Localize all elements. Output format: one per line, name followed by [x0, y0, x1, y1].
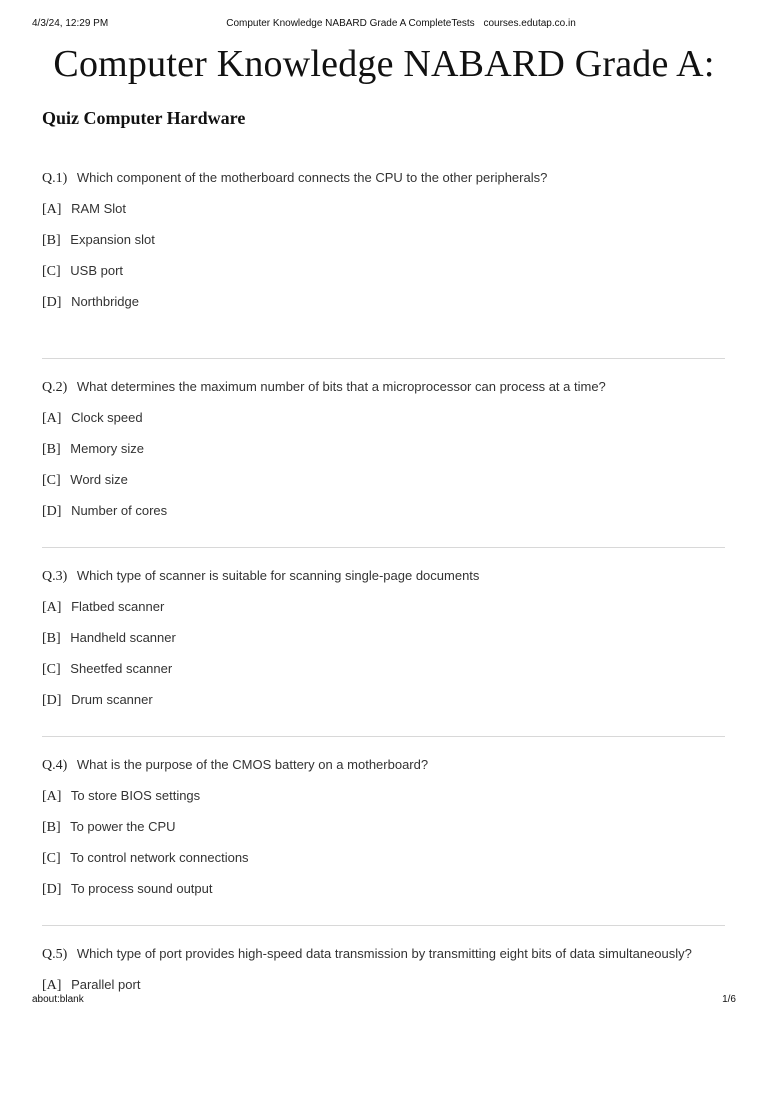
option-letter: [A] [42, 411, 62, 426]
option-a[interactable] [42, 599, 725, 630]
print-site: courses.edutap.co.in [483, 18, 576, 29]
option-letter: [D] [42, 693, 62, 708]
print-header [32, 18, 736, 32]
question-block-2 [42, 358, 725, 547]
option-letter: [A] [42, 600, 62, 615]
option-text: RAM Slot [71, 201, 126, 216]
option-text: To store BIOS settings [70, 788, 201, 803]
question-text: What determines the maximum number of bits that a microprocessor can process at a time? [76, 379, 606, 394]
option-text: Northbridge [71, 294, 139, 309]
question-number: Q.2) [42, 380, 68, 395]
question-block-1 [42, 170, 725, 358]
option-text: To power the CPU [70, 819, 176, 834]
option-text: To process sound output [70, 881, 213, 896]
option-text: Handheld scanner [70, 630, 176, 645]
option-text: Word size [70, 472, 128, 487]
option-letter: [C] [42, 264, 61, 279]
question-line [42, 170, 725, 201]
option-c[interactable] [42, 850, 725, 881]
print-footer [32, 994, 736, 1006]
question-list [42, 170, 725, 1114]
option-letter: [C] [42, 662, 61, 677]
print-doc-title-text: Computer Knowledge NABARD Grade A CompleteTests [226, 18, 475, 29]
option-b[interactable] [42, 441, 725, 472]
question-number: Q.5) [42, 947, 68, 962]
option-c[interactable] [42, 263, 725, 294]
option-letter: [D] [42, 295, 62, 310]
option-text: USB port [70, 263, 124, 278]
option-letter: [A] [42, 978, 62, 993]
option-b[interactable] [42, 232, 725, 263]
option-a[interactable] [42, 410, 725, 441]
option-letter: [B] [42, 820, 61, 835]
question-line [42, 379, 725, 410]
option-text: Memory size [70, 441, 144, 456]
option-a[interactable] [42, 201, 725, 232]
option-d[interactable] [42, 294, 725, 325]
option-text: Drum scanner [71, 692, 153, 707]
option-text: Sheetfed scanner [70, 661, 173, 676]
option-text: Parallel port [71, 977, 141, 992]
page-number: 1/6 [722, 994, 736, 1005]
question-number: Q.4) [42, 758, 68, 773]
option-letter: [A] [42, 789, 62, 804]
option-d[interactable] [42, 881, 725, 912]
question-block-4 [42, 736, 725, 925]
option-c[interactable] [42, 472, 725, 503]
print-url: about:blank [32, 994, 84, 1005]
question-text: Which component of the motherboard connects the CPU to the other peripherals? [76, 170, 548, 185]
option-letter: [D] [42, 882, 62, 897]
page-title: Computer Knowledge NABARD Grade A: [53, 43, 715, 85]
option-d[interactable] [42, 692, 725, 723]
option-letter: [A] [42, 202, 62, 217]
question-number: Q.3) [42, 569, 68, 584]
option-a[interactable] [42, 788, 725, 819]
question-line [42, 757, 725, 788]
option-d[interactable] [42, 503, 725, 534]
question-text: Which type of scanner is suitable for scanning single-page documents [76, 568, 480, 583]
option-text: To control network connections [70, 850, 249, 865]
option-text: Flatbed scanner [71, 599, 165, 614]
print-datetime: 4/3/24, 12:29 PM [32, 18, 109, 29]
question-text: What is the purpose of the CMOS battery on a motherboard? [76, 757, 429, 772]
option-b[interactable] [42, 819, 725, 850]
question-number: Q.1) [42, 171, 68, 186]
quiz-title: Quiz Computer Hardware [42, 108, 246, 128]
print-doc-title [32, 18, 736, 29]
option-letter: [C] [42, 473, 61, 488]
option-text: Clock speed [71, 410, 143, 425]
option-letter: [C] [42, 851, 61, 866]
question-line [42, 946, 725, 977]
option-text: Number of cores [71, 503, 168, 518]
option-letter: [B] [42, 442, 61, 457]
question-block-3 [42, 547, 725, 736]
question-block-5 [42, 925, 725, 1114]
option-c[interactable] [42, 661, 725, 692]
option-letter: [B] [42, 631, 61, 646]
option-letter: [B] [42, 233, 61, 248]
question-line [42, 568, 725, 599]
option-letter: [D] [42, 504, 62, 519]
question-text: Which type of port provides high-speed data transmission by transmitting eight bits of data simultaneously? [76, 946, 692, 961]
option-b[interactable] [42, 630, 725, 661]
option-text: Expansion slot [70, 232, 155, 247]
